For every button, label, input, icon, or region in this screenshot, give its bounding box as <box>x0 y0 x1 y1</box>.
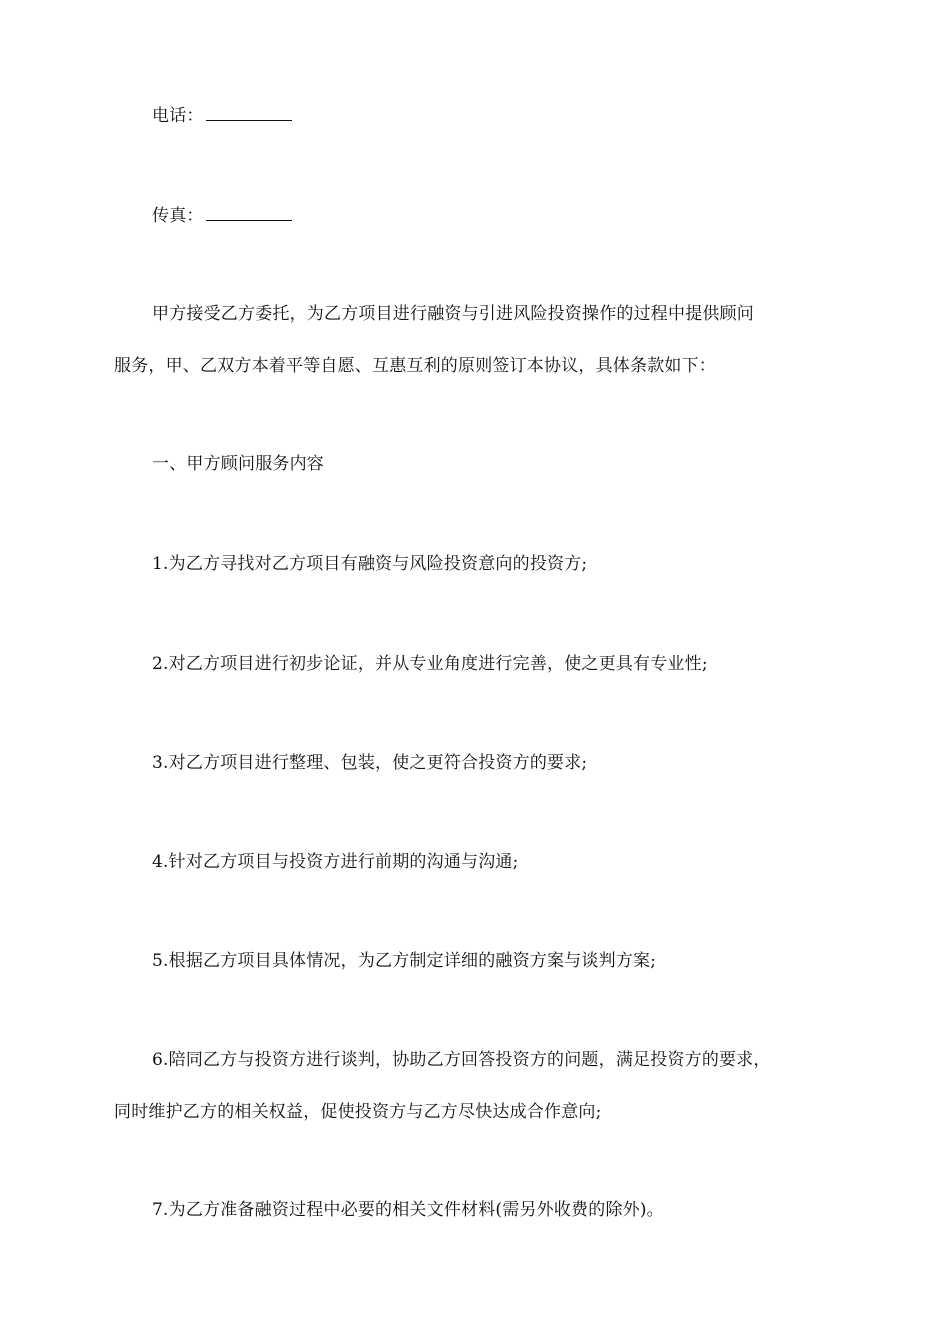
list-item-3: 3.对乙方项目进行整理、包装，使之更符合投资方的要求; <box>152 753 588 773</box>
phone-label: 电话： <box>152 106 204 126</box>
section-heading: 一、甲方顾问服务内容 <box>152 454 324 474</box>
intro-line-2: 服务，甲、乙双方本着平等自愿、互惠互利的原则签订本协议，具体条款如下： <box>114 356 716 376</box>
list-item-7: 7.为乙方准备融资过程中必要的相关文件材料(需另外收费的除外)。 <box>152 1200 664 1220</box>
fax-field <box>152 204 292 228</box>
list-item-5: 5.根据乙方项目具体情况，为乙方制定详细的融资方案与谈判方案; <box>152 951 657 971</box>
phone-field <box>152 104 292 128</box>
fax-label: 传真： <box>152 206 204 226</box>
list-item-6-continuation: 同时维护乙方的相关权益，促使投资方与乙方尽快达成合作意向; <box>114 1102 602 1122</box>
list-item-6: 6.陪同乙方与投资方进行谈判，协助乙方回答投资方的问题，满足投资方的要求， <box>152 1050 771 1070</box>
list-item-4: 4.针对乙方项目与投资方进行前期的沟通与沟通; <box>152 852 519 872</box>
phone-blank <box>206 106 292 121</box>
list-item-2: 2.对乙方项目进行初步论证，并从专业角度进行完善，使之更具有专业性; <box>152 654 708 674</box>
fax-blank <box>206 206 292 221</box>
list-item-1: 1.为乙方寻找对乙方项目有融资与风险投资意向的投资方; <box>152 554 588 574</box>
intro-line-1: 甲方接受乙方委托，为乙方项目进行融资与引进风险投资操作的过程中提供顾问 <box>152 304 754 324</box>
